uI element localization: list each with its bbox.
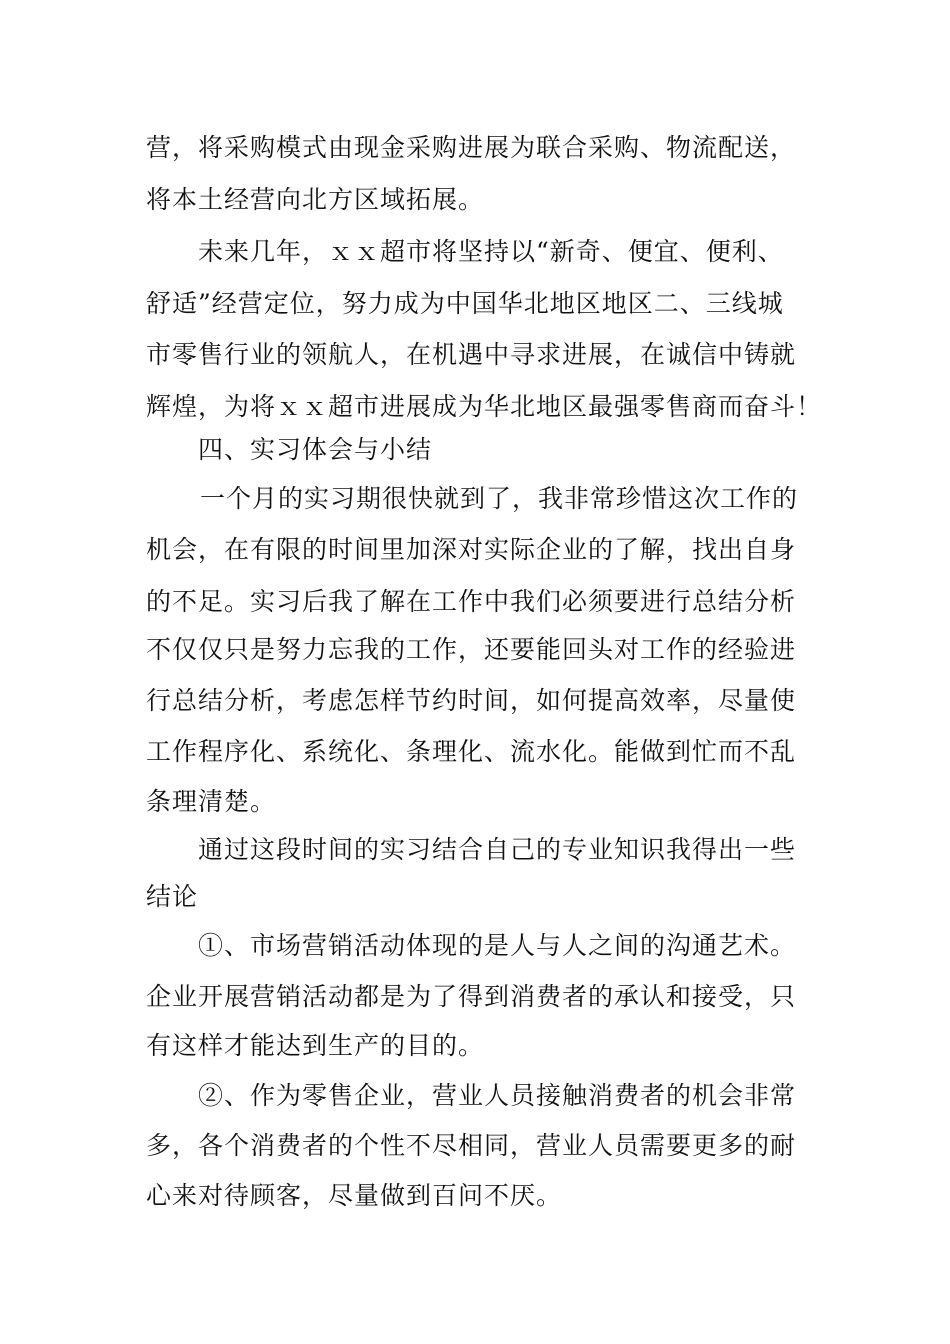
- text-line: 不仅仅只是努力忘我的工作，还要能回头对工作的经验进: [146, 635, 797, 664]
- list-item-line: ②、作为零售企业，营业人员接触消费者的机会非常: [198, 1081, 797, 1110]
- text-line: 市零售行业的领航人，在机遇中寻求进展，在诚信中铸就: [146, 340, 797, 369]
- text-line: 的不足。实习后我了解在工作中我们必须要进行总结分析: [146, 587, 797, 616]
- text-line: 辉煌，为将ｘｘ超市进展成为华北地区最强零售商而奋斗！: [146, 392, 823, 421]
- text-line: 条理清楚。: [146, 787, 277, 816]
- text-line: 结论: [146, 882, 199, 911]
- text-line: 多，各个消费者的个性不尽相同，营业人员需要更多的耐: [146, 1131, 797, 1160]
- section-heading: 四、实习体会与小结: [198, 435, 433, 464]
- text-line: 行总结分析，考虑怎样节约时间，如何提高效率，尽量使: [146, 686, 797, 715]
- list-item-line: ①、市场营销活动体现的是人与人之间的沟通艺术。: [198, 931, 797, 960]
- text-line: 有这样才能达到生产的目的。: [146, 1031, 485, 1060]
- paragraph-start-line: 一个月的实习期很快就到了，我非常珍惜这次工作的: [200, 484, 799, 513]
- text-line: 营，将采购模式由现金采购进展为联合采购、物流配送，: [146, 133, 797, 162]
- text-line: 心来对待顾客，尽量做到百问不厌。: [146, 1181, 563, 1210]
- text-line: 舒适”经营定位，努力成为中国华北地区地区二、三线城: [146, 289, 784, 318]
- text-line: 将本土经营向北方区域拓展。: [146, 185, 485, 214]
- text-line: 工作程序化、系统化、条理化、流水化。能做到忙而不乱: [146, 737, 797, 766]
- paragraph-start-line: 未来几年，ｘｘ超市将坚持以“新奇、便宜、便利、: [198, 237, 784, 266]
- text-line: 机会，在有限的时间里加深对实际企业的了解，找出自身: [146, 535, 797, 564]
- text-line: 企业开展营销活动都是为了得到消费者的承认和接受，只: [146, 982, 797, 1011]
- paragraph-start-line: 通过这段时间的实习结合自己的专业知识我得出一些: [198, 835, 797, 864]
